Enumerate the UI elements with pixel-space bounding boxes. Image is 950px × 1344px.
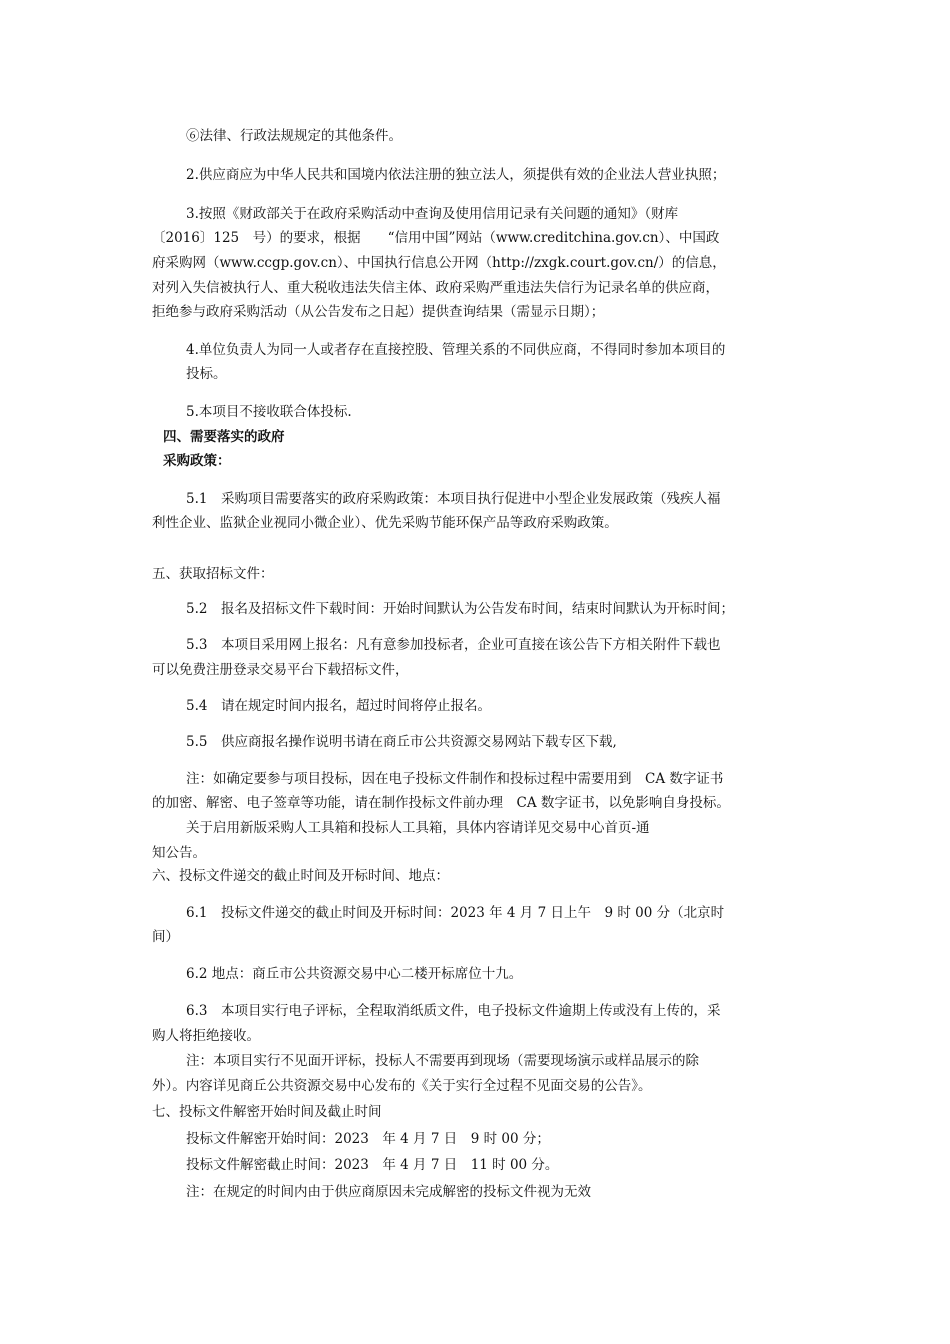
item-6-1-line-1: 6.1 投标文件递交的截止时间及开标时间：2023 年 4 月 7 日上午 9 时 00 分（北京时 [186,905,725,921]
item-5-4: 5.4 请在规定时间内报名，超过时间将停止报名。 [186,698,491,714]
decrypt-start-time: 投标文件解密开始时间：2023 年 4 月 7 日 9 时 00 分； [186,1131,550,1147]
requirement-3-line-2: 〔2016〕125 号）的要求，根据 “信用中国”网站（www.creditchina.gov.cn）、中国政 [152,230,720,246]
item-5-2: 5.2 报名及招标文件下载时间：开始时间默认为公告发布时间，结束时间默认为开标时间； [186,601,734,617]
requirement-2: 2.供应商应为中华人民共和国境内依法注册的独立法人，须提供有效的企业法人营业执照； [186,167,726,183]
toolbox-notice-line-2: 知公告。 [152,845,206,861]
decrypt-end-time: 投标文件解密截止时间：2023 年 4 月 7 日 11 时 00 分。 [186,1157,559,1173]
requirement-3-line-4: 对列入失信被执行人、重大税收违法失信主体、政府采购严重违法失信行为记录名单的供应商， [152,280,719,296]
policy-5-1-line-1: 5.1 采购项目需要落实的政府采购政策：本项目执行促进中小型企业发展政策（残疾人福 [186,491,721,507]
note-remote-line-2: 外）。内容详见商丘公共资源交易中心发布的《关于实行全过程不见面交易的公告》。 [152,1078,652,1094]
note-ca-line-1: 注：如确定要参与项目投标，因在电子投标文件制作和投标过程中需要用到 CA 数字证书 [186,771,724,787]
section-6-heading: 六、投标文件递交的截止时间及开标时间、地点： [152,868,449,884]
item-6-1-line-2: 间） [152,929,179,945]
condition-item-6: ⑥法律、行政法规规定的其他条件。 [186,128,402,144]
item-6-3-line-1: 6.3 本项目实行电子评标，全程取消纸质文件，电子投标文件逾期上传或没有上传的，采 [186,1003,721,1019]
item-5-3-line-2: 可以免费注册登录交易平台下载招标文件， [152,662,409,678]
item-6-3-line-2: 购人将拒绝接收。 [152,1028,260,1044]
note-ca-line-2: 的加密、解密、电子签章等功能，请在制作投标文件前办理 CA 数字证书，以免影响自身投标。 [152,795,730,811]
item-6-2: 6.2 地点：商丘市公共资源交易中心二楼开标席位十九。 [186,966,523,982]
item-5-3-line-1: 5.3 本项目采用网上报名：凡有意参加投标者，企业可直接在该公告下方相关附件下载也 [186,637,721,653]
toolbox-notice-line-1: 关于启用新版采购人工具箱和投标人工具箱，具体内容请详见交易中心首页-通 [186,820,650,836]
section-7-heading: 七、投标文件解密开始时间及截止时间 [152,1104,382,1120]
requirement-3-line-5: 拒绝参与政府采购活动（从公告发布之日起）提供查询结果（需显示日期）； [152,304,605,320]
section-4-heading-cont: 采购政策： [163,453,231,469]
requirement-3-line-3: 府采购网（www.ccgp.gov.cn）、中国执行信息公开网（http://zxgk.court.gov.cn/）的信息， [152,255,726,271]
requirement-4-line-2: 投标。 [186,366,227,382]
note-remote-line-1: 注：本项目实行不见面开评标，投标人不需要再到现场（需要现场演示或样品展示的除 [186,1053,699,1069]
note-decrypt: 注：在规定的时间内由于供应商原因未完成解密的投标文件视为无效 [186,1184,591,1200]
requirement-5: 5.本项目不接收联合体投标. [186,404,352,420]
requirement-4-line-1: 4.单位负责人为同一人或者存在直接控股、管理关系的不同供应商，不得同时参加本项目的 [186,342,726,358]
policy-5-1-line-2: 利性企业、监狱企业视同小微企业）、优先采购节能环保产品等政府采购政策。 [152,515,618,531]
requirement-3-line-1: 3.按照《财政部关于在政府采购活动中查询及使用信用记录有关问题的通知》（财库 [186,206,679,222]
section-4-heading: 四、需要落实的政府 [163,429,285,445]
item-5-5: 5.5 供应商报名操作说明书请在商丘市公共资源交易网站下载专区下载, [186,734,617,750]
section-5-heading: 五、获取招标文件： [152,566,274,582]
